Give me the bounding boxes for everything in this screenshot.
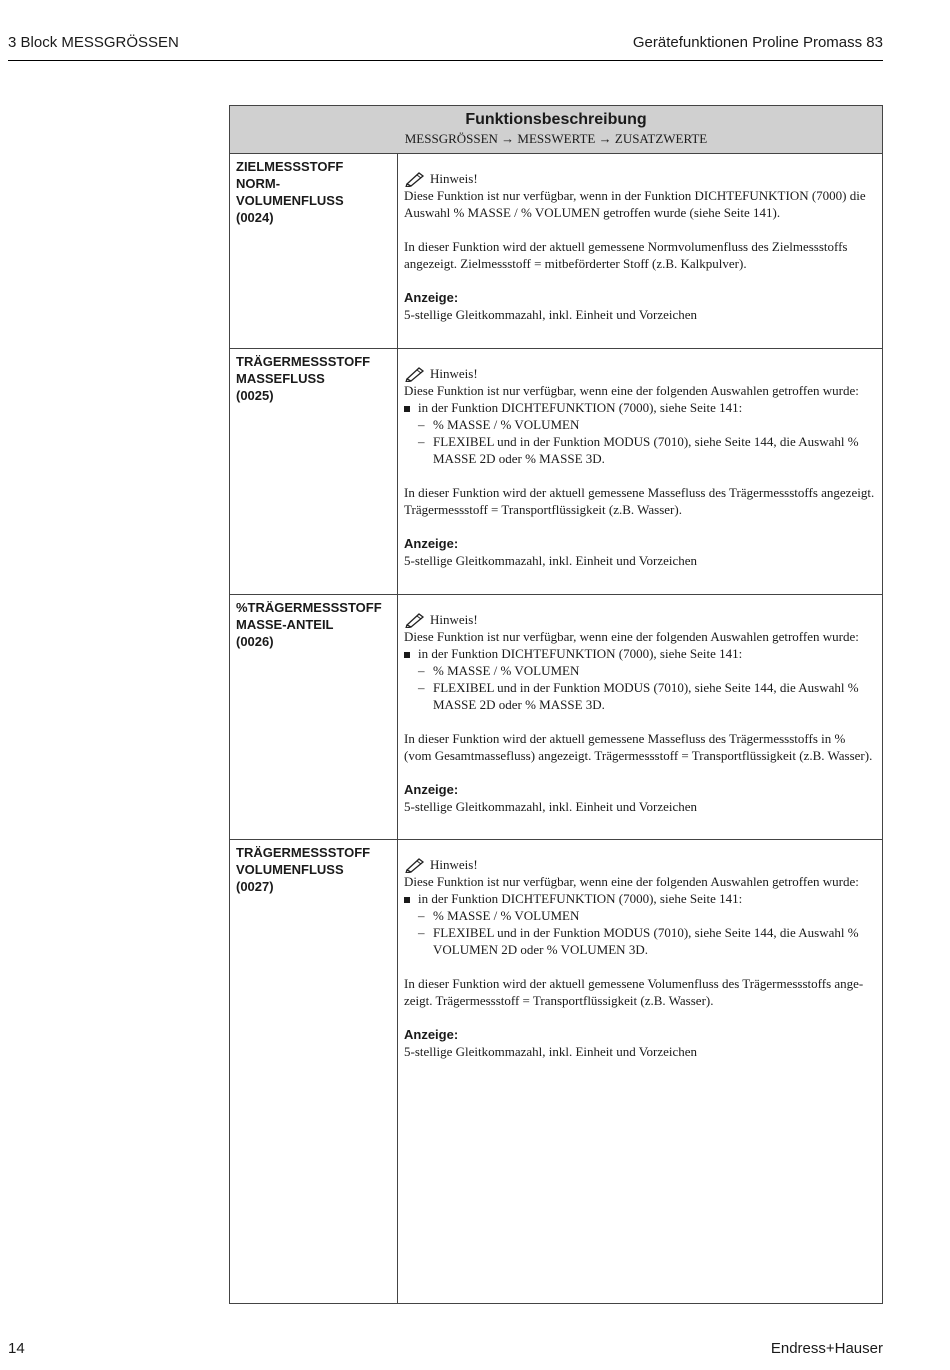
list-item: – FLEXIBEL und in der Funktion MODUS (7010), siehe Seite 144, die Auswahl % MASSE 2D oder % MASSE 3D.	[404, 679, 876, 713]
page-number: 14	[8, 1340, 25, 1357]
bullet-icon	[404, 897, 410, 903]
page-header	[8, 30, 883, 61]
function-description	[398, 840, 882, 1303]
function-name-line: VOLUMENFLUSS	[236, 193, 344, 208]
display-label: Anzeige:	[404, 290, 459, 305]
list-item-text: % MASSE / % VOLUMEN	[433, 663, 580, 678]
description-text: In dieser Funktion wird der aktuell gemessene Massefluss des Trägermessstoffs angezeigt. Trägermessstoff = Transportflüssigkeit (z.B. Wasser).	[404, 485, 875, 517]
list-item: – % MASSE / % VOLUMEN	[418, 417, 580, 432]
list-item: – % MASSE / % VOLUMEN	[418, 663, 580, 678]
table-row	[230, 595, 882, 840]
function-name-line: TRÄGERMESSSTOFF	[236, 845, 371, 860]
function-description	[398, 349, 882, 594]
function-name	[230, 154, 398, 348]
pencil-icon	[404, 856, 430, 873]
table-row	[230, 349, 882, 595]
description-text: In dieser Funktion wird der aktuell gemessene Normvolumenfluss des Zielmessstoffs angezeigt. Zielmessstoff = mitbeförderter Stoff (z.B. Kalkpulver).	[404, 239, 848, 271]
pencil-icon	[404, 170, 430, 187]
note-text: Diese Funktion ist nur verfügbar, wenn in der Funktion DICHTEFUNKTION (7000) die Auswahl % MASSE / % VOLUMEN getroffen wurde (siehe Seite 141).	[404, 188, 866, 220]
list-item-text: FLEXIBEL und in der Funktion MODUS (7010), siehe Seite 144, die Auswahl % MASSE 2D oder % MASSE 3D.	[433, 434, 859, 466]
display-label: Anzeige:	[404, 1027, 459, 1042]
note-heading	[404, 611, 876, 628]
note-label: Hinweis!	[430, 171, 478, 186]
list-item-text: in der Funktion DICHTEFUNKTION (7000), siehe Seite 141:	[418, 400, 743, 415]
list-item	[404, 645, 876, 662]
note-text: Diese Funktion ist nur verfügbar, wenn eine der folgenden Auswahlen getroffen wurde:	[404, 874, 859, 889]
brand-name: Endress+Hauser	[770, 1340, 883, 1357]
note-label: Hinweis!	[430, 366, 478, 381]
function-name	[230, 595, 398, 839]
table-row	[230, 840, 882, 1303]
note-heading	[404, 856, 876, 873]
list-item-text: % MASSE / % VOLUMEN	[433, 908, 580, 923]
function-name-line: MASSE-ANTEIL	[236, 617, 334, 632]
note-label: Hinweis!	[430, 612, 478, 627]
display-text: 5-stellige Gleitkommazahl, inkl. Einheit und Vorzeichen	[404, 1044, 698, 1059]
description-text: In dieser Funktion wird der aktuell gemessene Volumenfluss des Trägermessstoffs ange-zeigt. Trägermessstoff = Transportflüssigkeit (z.B. Wasser).	[404, 976, 864, 1008]
description-text: In dieser Funktion wird der aktuell gemessene Massefluss des Trägermessstoffs in % (vom Gesamtmassefluss) angezeigt. Trägermessstoff = Transportflüssigkeit (z.B. Wasser).	[404, 731, 873, 763]
function-code: (0026)	[236, 634, 274, 649]
table-header	[230, 106, 882, 154]
display-text: 5-stellige Gleitkommazahl, inkl. Einheit und Vorzeichen	[404, 799, 698, 814]
list-item-text: FLEXIBEL und in der Funktion MODUS (7010), siehe Seite 144, die Auswahl % MASSE 2D oder % MASSE 3D.	[433, 680, 859, 712]
table-heading: Funktionsbeschreibung	[465, 111, 647, 128]
document-title: Gerätefunktionen Proline Promass 83	[632, 34, 883, 51]
list-item: – % MASSE / % VOLUMEN	[418, 908, 580, 923]
note-heading	[404, 365, 876, 382]
function-table	[229, 105, 883, 1304]
function-name	[230, 840, 398, 1303]
pencil-icon	[404, 365, 430, 382]
pencil-icon	[404, 611, 430, 628]
note-text: Diese Funktion ist nur verfügbar, wenn eine der folgenden Auswahlen getroffen wurde:	[404, 383, 859, 398]
note-heading	[404, 170, 876, 187]
menu-path: MESSGRÖSSEN → MESSWERTE → ZUSATZWERTE	[404, 131, 708, 146]
list-item-text: in der Funktion DICHTEFUNKTION (7000), siehe Seite 141:	[418, 891, 743, 906]
list-item-text: FLEXIBEL und in der Funktion MODUS (7010), siehe Seite 144, die Auswahl % VOLUMEN 2D oder % VOLUMEN 3D.	[433, 925, 859, 957]
function-name-line: ZIELMESSSTOFF NORM-	[236, 159, 344, 191]
display-text: 5-stellige Gleitkommazahl, inkl. Einheit und Vorzeichen	[404, 553, 698, 568]
list-item	[404, 890, 876, 907]
list-item: – FLEXIBEL und in der Funktion MODUS (7010), siehe Seite 144, die Auswahl % MASSE 2D oder % MASSE 3D.	[404, 433, 876, 467]
note-text: Diese Funktion ist nur verfügbar, wenn eine der folgenden Auswahlen getroffen wurde:	[404, 629, 859, 644]
function-name-line: MASSEFLUSS	[236, 371, 325, 386]
function-name-line: TRÄGERMESSSTOFF	[236, 354, 371, 369]
function-name-line: VOLUMENFLUSS	[236, 862, 344, 877]
table-row	[230, 154, 882, 349]
bullet-icon	[404, 406, 410, 412]
function-name-line: %TRÄGERMESSSTOFF	[236, 600, 382, 615]
function-code: (0027)	[236, 879, 274, 894]
list-item-text: in der Funktion DICHTEFUNKTION (7000), siehe Seite 141:	[418, 646, 743, 661]
function-name	[230, 349, 398, 594]
section-title: 3 Block MESSGRÖSSEN	[8, 34, 179, 51]
function-description	[398, 595, 882, 839]
display-label: Anzeige:	[404, 782, 459, 797]
display-label: Anzeige:	[404, 536, 459, 551]
list-item: – FLEXIBEL und in der Funktion MODUS (7010), siehe Seite 144, die Auswahl % VOLUMEN 2D oder % VOLUMEN 3D.	[404, 924, 876, 958]
display-text: 5-stellige Gleitkommazahl, inkl. Einheit und Vorzeichen	[404, 307, 698, 322]
function-code: (0024)	[236, 210, 274, 225]
list-item-text: % MASSE / % VOLUMEN	[433, 417, 580, 432]
function-description	[398, 154, 882, 348]
list-item	[404, 399, 876, 416]
function-code: (0025)	[236, 388, 274, 403]
bullet-icon	[404, 652, 410, 658]
note-label: Hinweis!	[430, 857, 478, 872]
